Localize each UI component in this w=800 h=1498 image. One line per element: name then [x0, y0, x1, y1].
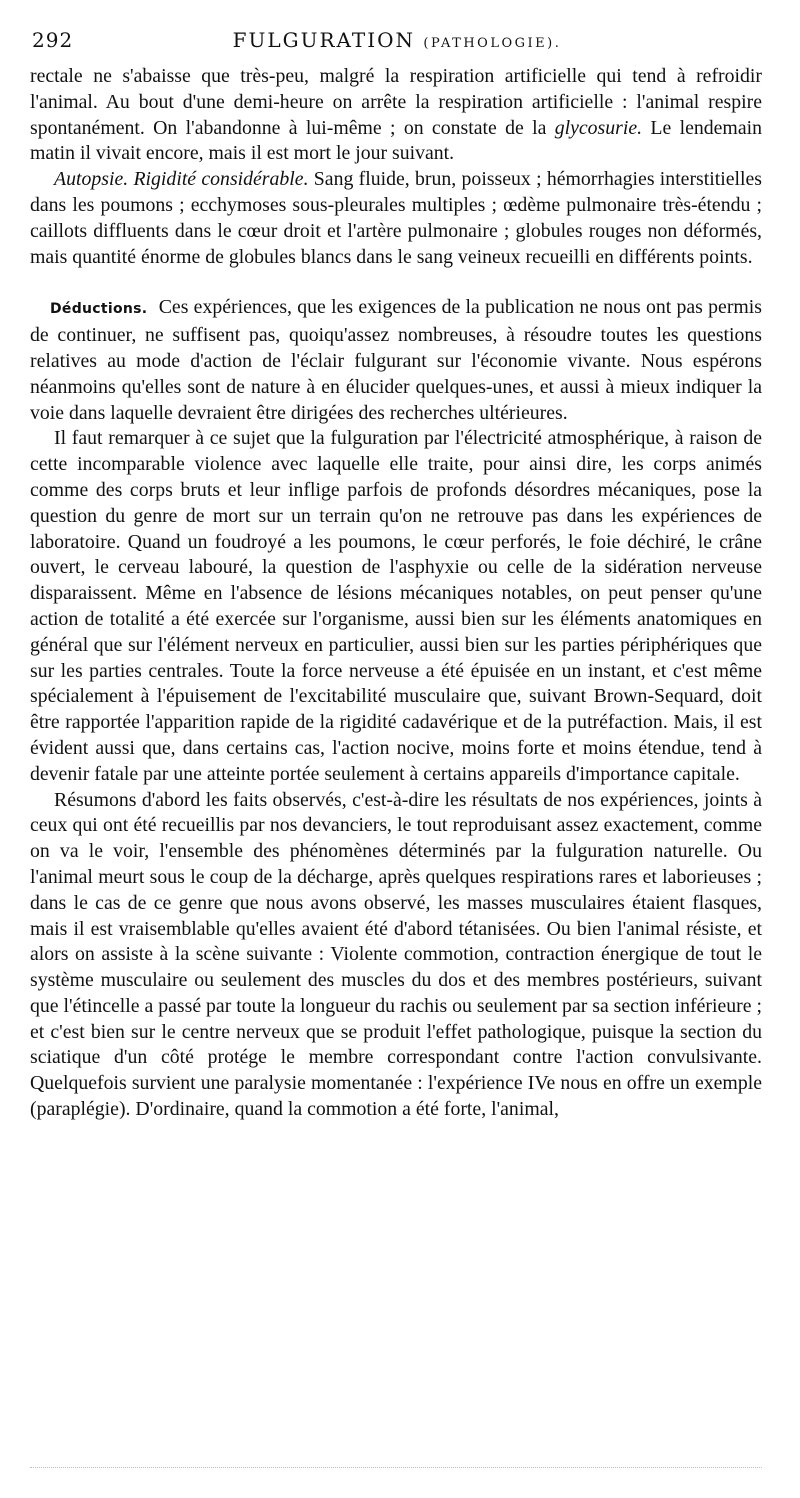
paragraph-remarks: Il faut remarquer à ce sujet que la fulguration par l'électricité atmosphérique, à raison de cette incomparable violence avec laquelle elle traite, pour ainsi dire, les corps animés comme des corps bruts et leur inflige parfois de profonds désordres mécaniques, pose la question du genre de mort sur un terrain qu'on ne retrouve pas dans les expériences de laboratoire. Quand un foudroyé a les poumons, le cœur perforés, le foie déchiré, le crâne ouvert, le cerveau labouré, la question de l'asphyxie ou celle de la sidération nerveuse disparaissent. Même en l'absence de lésions mécaniques notables, on peut penser qu'une action de totalité a été exercée sur l'organisme, aussi bien sur les éléments anatomiques en général que sur l'élément nerveux en particulier, aussi bien sur les parties périphériques que sur les parties centrales. Toute la force nerveuse a été épuisée en un instant, et c'est même spécialement à l'épuisement de l'excitabilité musculaire que, suivant Brown-Sequard, doit être rapportée l'apparition rapide de la rigidité cadavérique et de la putréfaction. Mais, il est évident aussi que, dans certains cas, l'action nocive, moins forte et moins étendue, tend à devenir fatale par une atteinte portée seulement à certains appareils d'importance capitale.: [30, 427, 762, 785]
italic-heading: Autopsie. Rigidité considérable.: [54, 168, 309, 191]
paragraph-text: Ces expériences, que les exigences de la publication ne nous ont pas permis de continuer, ne suffisent pas, quoiqu'assez nombreuses, à résoudre toutes les questions relatives au mode d'action de l'éclair fulgurant sur l'économie vivante. Nous espérons néanmoins qu'elles sont de nature à en élucider quelques-unes, et aussi à mieux indiquer la voie dans laquelle devraient être dirigées des recherches ultérieures.: [30, 296, 762, 424]
paragraph-text: Sang fluide, brun, poisseux ; hémorrhagies interstitielles dans les poumons ; ecchymoses sous-pleurales multiples ; œdème pulmonaire très-étendu ; caillots diffluents dans le cœur droit et l'artère pulmonaire ; globules rouges non déformés, mais quantité énorme de globules blancs dans le sang veineux recueilli en différents points.: [30, 168, 762, 268]
paragraph-text: rectale ne s'abaisse que très-peu, malgré la respiration artificielle qui tend à refroidir l'animal. Au bout d'une demi-heure on arrête la respiration artificielle : l'animal respire spontanément. On l'abandonne à lui-même ; on constate de la: [30, 65, 762, 139]
page-header: [32, 28, 762, 60]
paragraph-autopsy: [30, 167, 762, 270]
footer-rule: [30, 1463, 762, 1468]
title-subtitle: (PATHOLOGIE).: [423, 36, 562, 51]
running-title: [32, 28, 762, 52]
section-lead: Déductions.: [50, 301, 148, 318]
italic-term: glycosurie.: [554, 116, 643, 139]
paragraph-deductions: [30, 295, 762, 426]
title-main: FULGURATION: [232, 28, 416, 52]
body-text: [30, 64, 762, 1123]
paragraph-continuation: [30, 64, 762, 167]
paragraph-text: Le lendemain matin il vivait encore, mais il est mort le jour suivant.: [30, 116, 762, 165]
page-number: 292: [32, 28, 74, 52]
paragraph-summary: Résumons d'abord les faits observés, c'est-à-dire les résultats de nos expériences, joints à ceux qui ont été recueillis par nos devanciers, le tout reproduisant assez exactement, comme on va le voir, l'ensemble des phénomènes déterminés par la fulguration naturelle. Ou l'animal meurt sous le coup de la décharge, après quelques respirations rares et laborieuses ; dans le cas de ce genre que nous avons observé, les masses musculaires étaient flasques, mais il est vraisemblable qu'elles avaient été d'abord tétanisées. Ou bien l'animal résiste, et alors on assiste à la scène suivante : Violente commotion, contraction énergique de tout le système musculaire ou seulement des muscles du dos et des membres postérieurs, suivant que l'étincelle a passé par toute la longueur du rachis ou seulement par sa section inférieure ; et c'est bien sur le centre nerveux que se produit l'effet pathologique, puisque la section du sciatique d'un côté protége le membre correspondant contre l'action convulsivante. Quelquefois survient une paralysie momentanée : l'expérience IVe nous en offre un exemple (paraplégie). D'ordinaire, quand la commotion a été forte, l'animal,: [30, 788, 762, 1121]
